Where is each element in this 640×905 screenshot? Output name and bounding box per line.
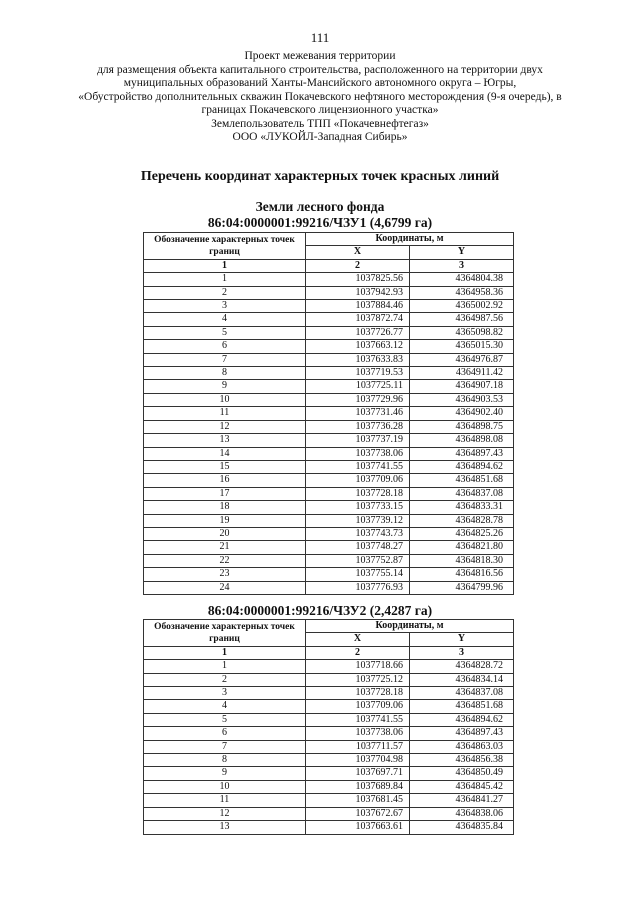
point-number-cell: 17 — [144, 487, 306, 500]
table-row — [144, 460, 514, 473]
table-row — [144, 273, 514, 286]
y-coordinate-cell: 4364818.30 — [410, 554, 514, 567]
point-number-cell: 15 — [144, 460, 306, 473]
point-number-cell: 20 — [144, 527, 306, 540]
x-coordinate-cell: 1037752.87 — [306, 554, 410, 567]
table-row — [144, 514, 514, 527]
point-number-cell: 12 — [144, 807, 306, 820]
column-index: 3 — [410, 646, 514, 659]
point-number-cell: 6 — [144, 340, 306, 353]
point-number-cell: 1 — [144, 273, 306, 286]
table-row — [144, 568, 514, 581]
parcel-1-title: 86:04:0000001:99216/ЧЗУ1 (4,6799 га) — [207, 215, 433, 230]
y-coordinate-cell: 4364837.08 — [410, 487, 514, 500]
section-title: Земли лесного фонда — [255, 199, 385, 214]
y-coordinate-cell: 4364987.56 — [410, 313, 514, 326]
y-coordinate-cell: 4364828.78 — [410, 514, 514, 527]
x-coordinate-cell: 1037672.67 — [306, 807, 410, 820]
point-number-cell: 11 — [144, 407, 306, 420]
x-coordinate-cell: 1037726.77 — [306, 326, 410, 339]
y-coordinate-cell: 4364837.08 — [410, 687, 514, 700]
y-coordinate-cell: 4364898.08 — [410, 434, 514, 447]
coordinates-table-1 — [143, 232, 514, 595]
coords-header: Координаты, м — [306, 620, 514, 633]
point-number-cell: 11 — [144, 794, 306, 807]
x-coordinate-cell: 1037942.93 — [306, 286, 410, 299]
table-row — [144, 313, 514, 326]
table-row — [144, 326, 514, 339]
header-line: границах Покачевского лицензионного участка» — [201, 104, 439, 116]
x-coordinate-cell: 1037738.06 — [306, 727, 410, 740]
point-number-cell: 19 — [144, 514, 306, 527]
y-coordinate-cell: 4364799.96 — [410, 581, 514, 594]
y-coordinate-cell: 4364841.27 — [410, 794, 514, 807]
x-coordinate-cell: 1037739.12 — [306, 514, 410, 527]
point-number-cell: 2 — [144, 673, 306, 686]
x-coordinate-cell: 1037689.84 — [306, 780, 410, 793]
y-coordinate-cell: 4364804.38 — [410, 273, 514, 286]
point-number-cell: 21 — [144, 541, 306, 554]
point-number-cell: 4 — [144, 700, 306, 713]
x-coordinate-cell: 1037737.19 — [306, 434, 410, 447]
y-coordinate-cell: 4364816.56 — [410, 568, 514, 581]
document-header — [60, 50, 580, 145]
table-row — [144, 780, 514, 793]
point-number-cell: 3 — [144, 300, 306, 313]
document-title: Перечень координат характерных точек красных линий — [140, 169, 500, 184]
y-coordinate-cell: 4364898.75 — [410, 420, 514, 433]
y-coordinate-cell: 4364976.87 — [410, 353, 514, 366]
coordinates-table-2 — [143, 619, 514, 835]
table-row — [144, 407, 514, 420]
table-row — [144, 794, 514, 807]
x-coordinate-cell: 1037725.12 — [306, 673, 410, 686]
table-row — [144, 821, 514, 834]
table-row — [144, 434, 514, 447]
parcel-2-title: 86:04:0000001:99216/ЧЗУ2 (2,4287 га) — [207, 603, 433, 618]
y-coordinate-cell: 4364897.43 — [410, 447, 514, 460]
point-number-cell: 23 — [144, 568, 306, 581]
table-row — [144, 687, 514, 700]
coords-header: Координаты, м — [306, 233, 514, 246]
header-line: для размещения объекта капитального строительства, расположенного на территории двух — [97, 63, 543, 76]
x-header: X — [306, 633, 410, 646]
column-index: 2 — [306, 259, 410, 272]
point-number-cell: 10 — [144, 393, 306, 406]
x-coordinate-cell: 1037718.66 — [306, 660, 410, 673]
point-number-cell: 4 — [144, 313, 306, 326]
y-coordinate-cell: 4364907.18 — [410, 380, 514, 393]
y-coordinate-cell: 4364863.03 — [410, 740, 514, 753]
x-coordinate-cell: 1037725.11 — [306, 380, 410, 393]
table-row — [144, 754, 514, 767]
x-coordinate-cell: 1037748.27 — [306, 541, 410, 554]
column-index: 3 — [410, 259, 514, 272]
y-coordinate-cell: 4364958.36 — [410, 286, 514, 299]
x-coordinate-cell: 1037736.28 — [306, 420, 410, 433]
x-coordinate-cell: 1037733.15 — [306, 501, 410, 514]
point-number-cell: 10 — [144, 780, 306, 793]
y-header: Y — [410, 246, 514, 259]
header-line: муниципальных образований Ханты-Мансийского автономного округа – Югры, — [123, 77, 517, 89]
table-row — [144, 807, 514, 820]
table-row — [144, 420, 514, 433]
point-number-cell: 3 — [144, 687, 306, 700]
point-number-cell: 13 — [144, 821, 306, 834]
point-number-cell: 9 — [144, 767, 306, 780]
table-2-body — [144, 660, 514, 834]
table-row — [144, 713, 514, 726]
x-header: X — [306, 246, 410, 259]
table-row — [144, 673, 514, 686]
x-coordinate-cell: 1037709.06 — [306, 474, 410, 487]
point-number-cell: 8 — [144, 367, 306, 380]
table-row — [144, 554, 514, 567]
x-coordinate-cell: 1037697.71 — [306, 767, 410, 780]
point-number-cell: 5 — [144, 713, 306, 726]
y-coordinate-cell: 4364838.06 — [410, 807, 514, 820]
y-coordinate-cell: 4364834.14 — [410, 673, 514, 686]
point-number-cell: 5 — [144, 326, 306, 339]
x-coordinate-cell: 1037719.53 — [306, 367, 410, 380]
y-coordinate-cell: 4364894.62 — [410, 460, 514, 473]
x-coordinate-cell: 1037884.46 — [306, 300, 410, 313]
x-coordinate-cell: 1037741.55 — [306, 460, 410, 473]
y-coordinate-cell: 4365002.92 — [410, 300, 514, 313]
table-row — [144, 541, 514, 554]
x-coordinate-cell: 1037743.73 — [306, 527, 410, 540]
y-coordinate-cell: 4364856.38 — [410, 754, 514, 767]
point-number-cell: 1 — [144, 660, 306, 673]
y-coordinate-cell: 4364911.42 — [410, 367, 514, 380]
table-row — [144, 300, 514, 313]
column-index: 2 — [306, 646, 410, 659]
header-line: Землепользователь ТПП «Покачевнефтегаз» — [211, 117, 429, 130]
y-coordinate-cell: 4364850.49 — [410, 767, 514, 780]
point-number-cell: 14 — [144, 447, 306, 460]
x-coordinate-cell: 1037755.14 — [306, 568, 410, 581]
table-row — [144, 527, 514, 540]
point-number-cell: 16 — [144, 474, 306, 487]
x-coordinate-cell: 1037704.98 — [306, 754, 410, 767]
y-header: Y — [410, 633, 514, 646]
y-coordinate-cell: 4364903.53 — [410, 393, 514, 406]
table-row — [144, 367, 514, 380]
table-row — [144, 474, 514, 487]
y-coordinate-cell: 4364835.84 — [410, 821, 514, 834]
y-coordinate-cell: 4364828.72 — [410, 660, 514, 673]
y-coordinate-cell: 4364897.43 — [410, 727, 514, 740]
column-index: 1 — [144, 646, 306, 659]
point-number-cell: 9 — [144, 380, 306, 393]
table-row — [144, 353, 514, 366]
table-1-body — [144, 273, 514, 595]
table-row — [144, 660, 514, 673]
x-coordinate-cell: 1037729.96 — [306, 393, 410, 406]
point-label-header: Обозначение характерных точек границ — [144, 233, 306, 260]
y-coordinate-cell: 4364851.68 — [410, 474, 514, 487]
x-coordinate-cell: 1037728.18 — [306, 687, 410, 700]
x-coordinate-cell: 1037741.55 — [306, 713, 410, 726]
y-coordinate-cell: 4365098.82 — [410, 326, 514, 339]
point-number-cell: 7 — [144, 740, 306, 753]
x-coordinate-cell: 1037728.18 — [306, 487, 410, 500]
x-coordinate-cell: 1037663.61 — [306, 821, 410, 834]
y-coordinate-cell: 4364825.26 — [410, 527, 514, 540]
point-number-cell: 18 — [144, 501, 306, 514]
table-row — [144, 581, 514, 594]
x-coordinate-cell: 1037872.74 — [306, 313, 410, 326]
table-row — [144, 501, 514, 514]
table-row — [144, 380, 514, 393]
x-coordinate-cell: 1037776.93 — [306, 581, 410, 594]
y-coordinate-cell: 4364902.40 — [410, 407, 514, 420]
table-row — [144, 727, 514, 740]
table-row — [144, 393, 514, 406]
y-coordinate-cell: 4364833.31 — [410, 501, 514, 514]
point-number-cell: 2 — [144, 286, 306, 299]
x-coordinate-cell: 1037731.46 — [306, 407, 410, 420]
y-coordinate-cell: 4364894.62 — [410, 713, 514, 726]
point-label-header: Обозначение характерных точек границ — [144, 620, 306, 647]
x-coordinate-cell: 1037681.45 — [306, 794, 410, 807]
header-line: Проект межевания территории — [244, 50, 396, 62]
table-row — [144, 700, 514, 713]
y-coordinate-cell: 4364851.68 — [410, 700, 514, 713]
y-coordinate-cell: 4365015.30 — [410, 340, 514, 353]
y-coordinate-cell: 4364845.42 — [410, 780, 514, 793]
table-row — [144, 447, 514, 460]
table-row — [144, 487, 514, 500]
point-number-cell: 24 — [144, 581, 306, 594]
header-line: ООО «ЛУКОЙЛ-Западная Сибирь» — [232, 131, 408, 143]
y-coordinate-cell: 4364821.80 — [410, 541, 514, 554]
table-row — [144, 286, 514, 299]
page-number: 111 — [310, 30, 330, 45]
table-row — [144, 340, 514, 353]
header-line: «Обустройство дополнительных скважин Покачевского нефтяного месторождения (9-я очередь), в — [78, 90, 562, 103]
point-number-cell: 8 — [144, 754, 306, 767]
column-index: 1 — [144, 259, 306, 272]
x-coordinate-cell: 1037738.06 — [306, 447, 410, 460]
point-number-cell: 13 — [144, 434, 306, 447]
table-row — [144, 767, 514, 780]
point-number-cell: 6 — [144, 727, 306, 740]
table-row — [144, 740, 514, 753]
x-coordinate-cell: 1037711.57 — [306, 740, 410, 753]
point-number-cell: 7 — [144, 353, 306, 366]
x-coordinate-cell: 1037825.56 — [306, 273, 410, 286]
x-coordinate-cell: 1037633.83 — [306, 353, 410, 366]
point-number-cell: 12 — [144, 420, 306, 433]
x-coordinate-cell: 1037709.06 — [306, 700, 410, 713]
x-coordinate-cell: 1037663.12 — [306, 340, 410, 353]
point-number-cell: 22 — [144, 554, 306, 567]
